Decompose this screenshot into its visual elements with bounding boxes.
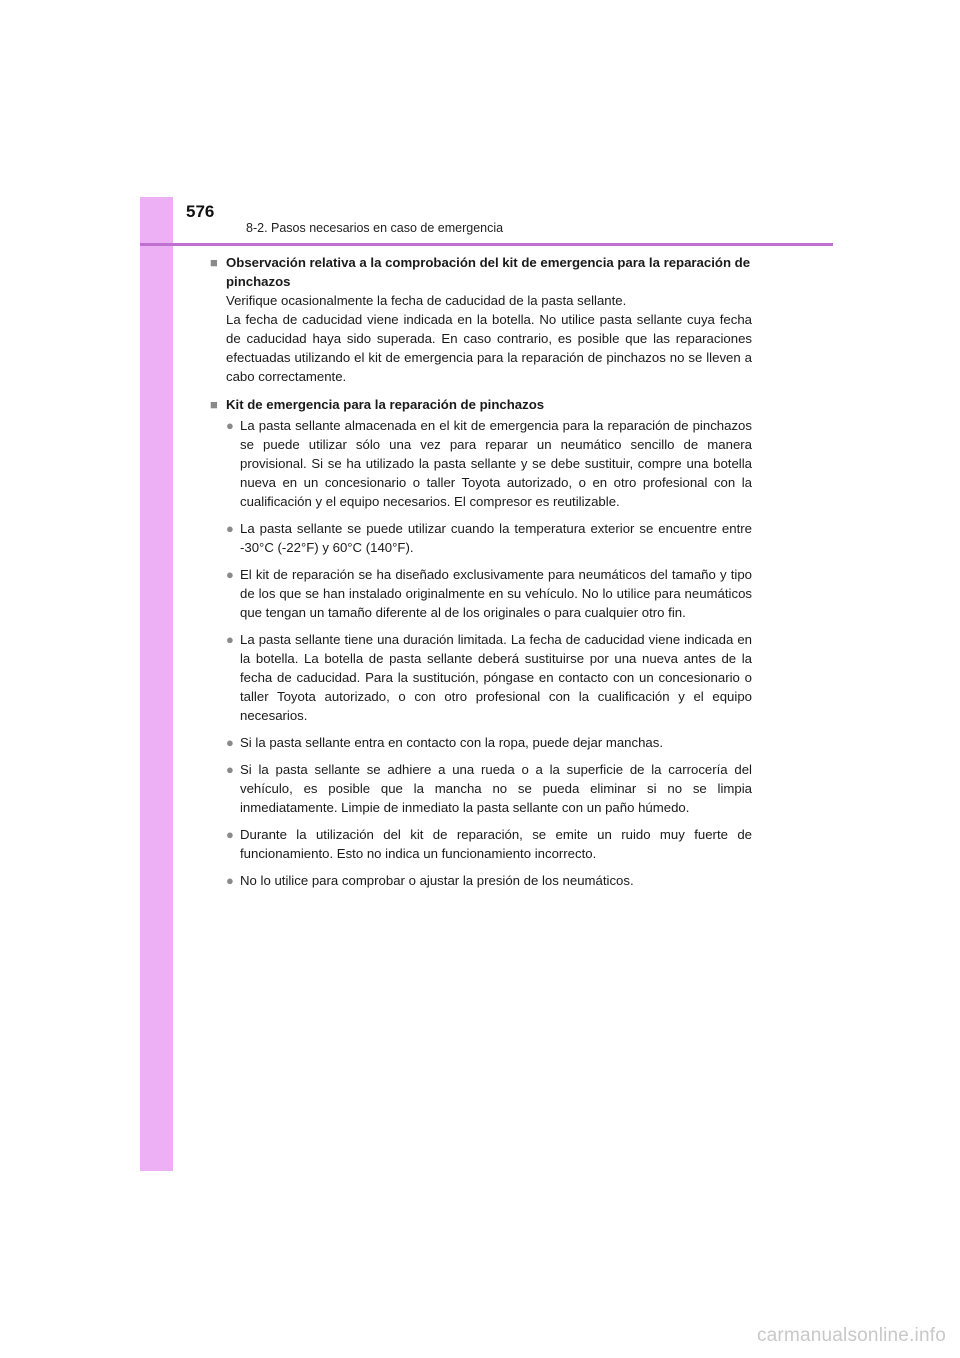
list-item — [226, 565, 752, 622]
page-number: 576 — [186, 202, 215, 221]
list-item-text: Si la pasta sellante se adhiere a una rueda o a la superficie de la carrocería del vehículo, es posible que la mancha no se pueda eliminar si no se limpia inmediatamente. Limpie de inmediato la pasta sellante con un paño húmedo. — [240, 762, 752, 815]
circle-bullet-icon: ● — [226, 735, 234, 750]
section-title: 8-2. Pasos necesarios en caso de emergencia — [246, 221, 504, 235]
circle-bullet-icon: ● — [226, 521, 234, 536]
heading-text: Kit de emergencia para la reparación de pinchazos — [226, 397, 545, 412]
paragraph: La fecha de caducidad viene indicada en la botella. No utilice pasta sellante cuya fecha de caducidad haya sido superada. En caso contrario, es posible que las reparaciones efectuadas utilizando el kit de emergencia para la reparación de pinchazos no se lleven a cabo correctamente. — [226, 312, 752, 384]
chapter-sidebar-tab — [140, 197, 173, 1171]
list-item-text: Durante la utilización del kit de reparación, se emite un ruido muy fuerte de funcionamiento. Esto no indica un funcionamiento incorrecto. — [240, 827, 752, 861]
list-item — [226, 519, 752, 557]
header-divider — [140, 243, 833, 246]
list-item-text: La pasta sellante se puede utilizar cuando la temperatura exterior se encuentre entre -30°C (-22°F) y 60°C (140°F). — [240, 521, 752, 555]
page-content — [210, 253, 752, 899]
list-item — [226, 630, 752, 725]
watermark: carmanualsonline.info — [756, 1325, 946, 1346]
bullet-list — [210, 416, 752, 890]
circle-bullet-icon: ● — [226, 827, 234, 842]
list-item — [226, 760, 752, 817]
list-item — [226, 871, 752, 890]
list-item-text: La pasta sellante almacenada en el kit de emergencia para la reparación de pinchazos se puede utilizar sólo una vez para reparar un neumático sencillo de manera provisional. Si se ha utilizado la pasta sellante y se debe sustituir, compre una botella nueva en un concesionario o taller Toyota autorizado, o en otro profesional con la cualificación y el equipo necesarios. El compresor es reutilizable. — [240, 418, 752, 509]
list-item-text: El kit de reparación se ha diseñado exclusivamente para neumáticos del tamaño y tipo de los que se han instalado originalmente en su vehículo. No lo utilice para neumáticos que tengan un tamaño diferente al de los originales o para cualquier otro fin. — [240, 567, 752, 620]
square-bullet-icon: ■ — [210, 255, 218, 270]
list-item-text: Si la pasta sellante entra en contacto con la ropa, puede dejar manchas. — [240, 735, 664, 750]
circle-bullet-icon: ● — [226, 873, 234, 888]
circle-bullet-icon: ● — [226, 762, 234, 777]
section-repair-kit — [210, 395, 752, 890]
paragraph: Verifique ocasionalmente la fecha de caducidad de la pasta sellante. — [226, 293, 627, 308]
section-check-kit — [210, 253, 752, 386]
circle-bullet-icon: ● — [226, 567, 234, 582]
list-item-text: No lo utilice para comprobar o ajustar la presión de los neumáticos. — [240, 873, 634, 888]
heading-text: Observación relativa a la comprobación del kit de emergencia para la reparación de pinchazos — [226, 255, 751, 289]
circle-bullet-icon: ● — [226, 418, 234, 433]
circle-bullet-icon: ● — [226, 632, 234, 647]
list-item — [226, 733, 752, 752]
list-item — [226, 416, 752, 511]
list-item-text: La pasta sellante tiene una duración limitada. La fecha de caducidad viene indicada en la botella. La botella de pasta sellante deberá sustituirse por una nueva antes de la fecha de caducidad. Para la sustitución, póngase en contacto con un concesionario o taller Toyota autorizado, o con otro profesional con la cualificación y el equipo necesarios. — [240, 632, 752, 723]
section-heading — [210, 395, 752, 414]
list-item — [226, 825, 752, 863]
square-bullet-icon: ■ — [210, 397, 218, 412]
section-heading — [210, 253, 752, 291]
